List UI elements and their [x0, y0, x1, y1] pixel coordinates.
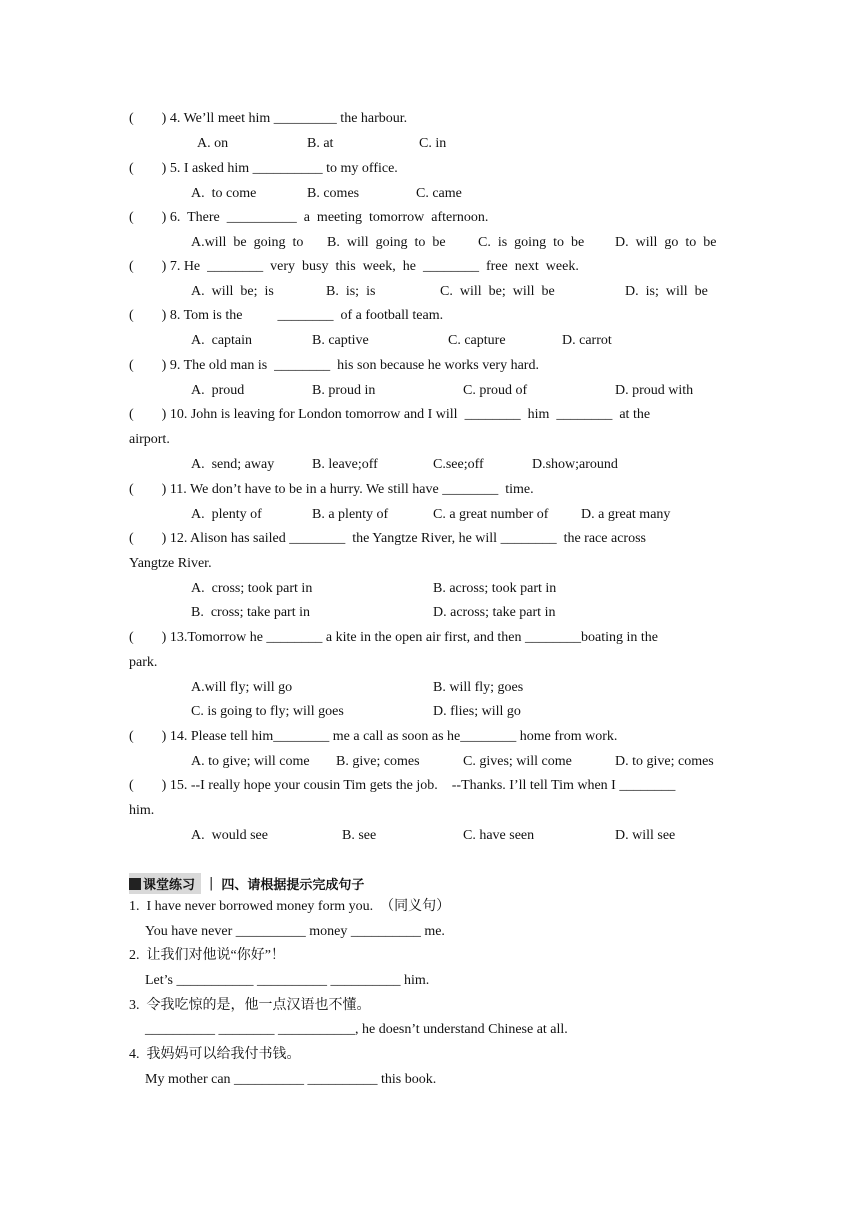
question-13-option-c: C. is going to fly; will goes: [191, 704, 344, 719]
question-4-option-c: C. in: [419, 136, 447, 151]
question-10-stem: ( ) 10. John is leaving for London tomorrow and I will ________ him ________ at the: [129, 407, 651, 422]
question-9-option-c: C. proud of: [463, 383, 528, 398]
question-12-option-a: A. cross; took part in: [191, 581, 313, 596]
question-11-option-a: A. plenty of: [191, 507, 262, 522]
question-10-option-b: B. leave;off: [312, 457, 378, 472]
question-6-option-c: C. is going to be: [478, 235, 585, 250]
sentence-3-answer: __________ ________ ___________, he doesn’t understand Chinese at all.: [145, 1022, 568, 1037]
sentence-1-prompt: 1. I have never borrowed money form you. （同义句）: [129, 899, 451, 914]
question-10-option-a: A. send; away: [191, 457, 275, 472]
sentence-2-answer: Let’s ___________ __________ __________ him.: [145, 973, 430, 988]
sentence-1-answer: You have never __________ money __________ me.: [145, 924, 445, 939]
question-11-stem: ( ) 11. We don’t have to be in a hurry. We still have ________ time.: [129, 482, 534, 497]
question-8-option-d: D. carrot: [562, 333, 612, 348]
question-5-option-c: C. came: [416, 186, 462, 201]
question-9-stem: ( ) 9. The old man is ________ his son because he works very hard.: [129, 358, 539, 373]
question-11-option-d: D. a great many: [581, 507, 671, 522]
question-4-option-b: B. at: [307, 136, 334, 151]
question-8-option-a: A. captain: [191, 333, 253, 348]
question-12-option-c: B. cross; take part in: [191, 605, 310, 620]
sentence-3-prompt: 3. 令我吃惊的是，他一点汉语也不懂。: [129, 998, 371, 1013]
question-8-stem: ( ) 8. Tom is the ________ of a football team.: [129, 308, 444, 323]
question-7-option-c: C. will be; will be: [440, 284, 555, 299]
question-7-option-a: A. will be; is: [191, 284, 274, 299]
section-header: [129, 873, 364, 894]
question-9-option-d: D. proud with: [615, 383, 694, 398]
section-tag: [129, 873, 201, 894]
question-10-option-d: D.show;around: [532, 457, 618, 472]
question-15-continuation: him.: [129, 803, 155, 818]
section-title: 四、请根据提示完成句子: [221, 878, 365, 893]
question-12-option-d: D. across; take part in: [433, 605, 556, 620]
section-separator: |: [209, 876, 214, 891]
question-8-option-b: B. captive: [312, 333, 369, 348]
question-12-stem: ( ) 12. Alison has sailed ________ the Yangtze River, he will ________ the race across: [129, 531, 646, 546]
question-10-option-c: C.see;off: [433, 457, 484, 472]
question-15-option-c: C. have seen: [463, 828, 535, 843]
question-15-option-d: D. will see: [615, 828, 676, 843]
sentence-2-prompt: 2. 让我们对他说“你好”！: [129, 948, 285, 963]
question-6-option-d: D. will go to be: [615, 235, 717, 250]
question-6-option-a: A.will be going to: [191, 235, 304, 250]
question-12-option-b: B. across; took part in: [433, 581, 557, 596]
question-12-continuation: Yangtze River.: [129, 556, 212, 571]
question-11-option-b: B. a plenty of: [312, 507, 389, 522]
question-14-option-b: B. give; comes: [336, 754, 420, 769]
question-7-stem: ( ) 7. He ________ very busy this week, he ________ free next week.: [129, 259, 579, 274]
question-9-option-b: B. proud in: [312, 383, 376, 398]
question-6-stem: ( ) 6. There __________ a meeting tomorrow afternoon.: [129, 210, 489, 225]
question-14-option-c: C. gives; will come: [463, 754, 572, 769]
question-5-option-b: B. comes: [307, 186, 360, 201]
sentence-4-answer: My mother can __________ __________ this book.: [145, 1072, 437, 1087]
question-5-option-a: A. to come: [191, 186, 257, 201]
question-4-stem: ( ) 4. We’ll meet him _________ the harbour.: [129, 111, 408, 126]
question-11-option-c: C. a great number of: [433, 507, 549, 522]
question-14-stem: ( ) 14. Please tell him________ me a call as soon as he________ home from work.: [129, 729, 618, 744]
question-8-option-c: C. capture: [448, 333, 506, 348]
black-square-icon: [129, 878, 141, 890]
question-14-option-a: A. to give; will come: [191, 754, 310, 769]
question-7-option-b: B. is; is: [326, 284, 376, 299]
question-15-option-a: A. would see: [191, 828, 268, 843]
question-6-option-b: B. will going to be: [327, 235, 446, 250]
question-13-option-d: D. flies; will go: [433, 704, 521, 719]
question-13-option-b: B. will fly; goes: [433, 680, 524, 695]
section-tag-label: 课堂练习: [143, 878, 196, 893]
question-13-continuation: park.: [129, 655, 158, 670]
question-14-option-d: D. to give; comes: [615, 754, 714, 769]
question-4-option-a: A. on: [197, 136, 229, 151]
question-15-option-b: B. see: [342, 828, 377, 843]
question-13-stem: ( ) 13.Tomorrow he ________ a kite in the open air first, and then ________boating in the: [129, 630, 658, 645]
question-5-stem: ( ) 5. I asked him __________ to my office.: [129, 161, 398, 176]
question-10-continuation: airport.: [129, 432, 170, 447]
question-9-option-a: A. proud: [191, 383, 245, 398]
question-7-option-d: D. is; will be: [625, 284, 708, 299]
sentence-4-prompt: 4. 我妈妈可以给我付书钱。: [129, 1047, 301, 1062]
question-15-stem: ( ) 15. --I really hope your cousin Tim gets the job. --Thanks. I’ll tell Tim when I ________: [129, 778, 676, 793]
question-13-option-a: A.will fly; will go: [191, 680, 293, 695]
